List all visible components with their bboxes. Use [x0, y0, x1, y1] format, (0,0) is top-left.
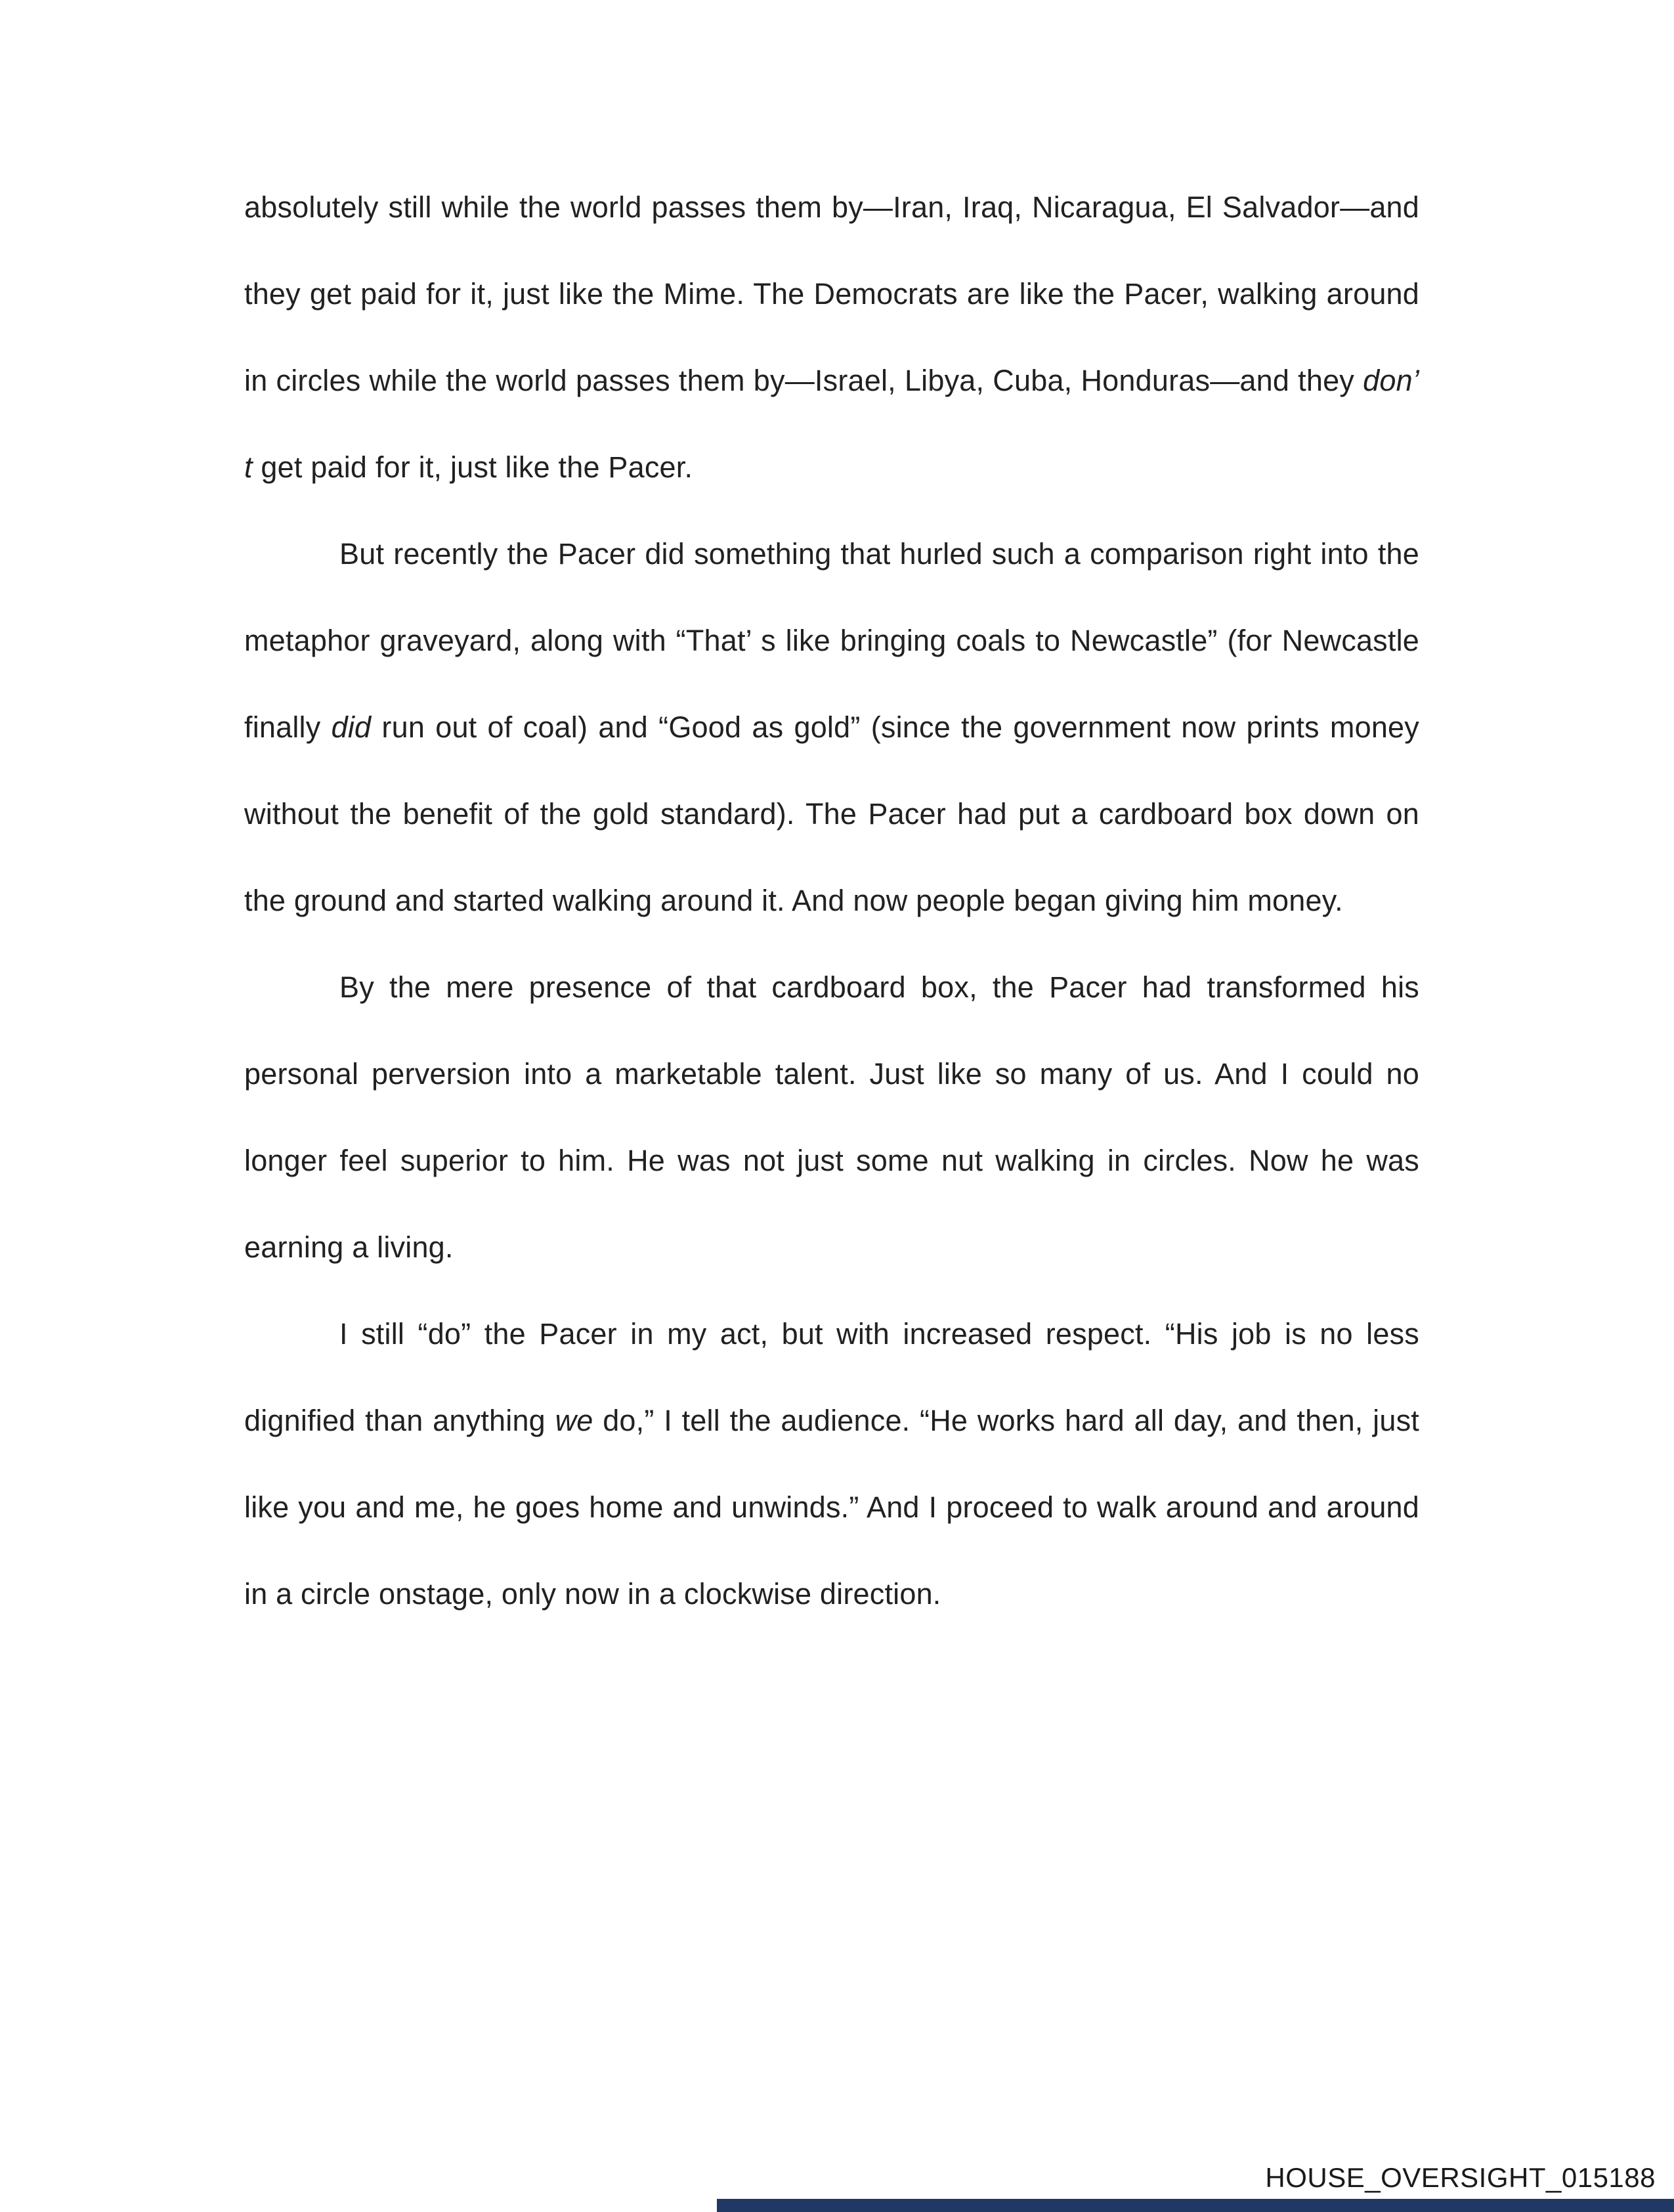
- text-run: But recently the Pacer did something that hurled such a comparison right into the metaphor graveyard, along with “That’ s like bringing coals to Newcastle” (for Newcastle finally: [244, 537, 1419, 744]
- text-run: I still “do” the Pacer in my act, but with increased respect. “His job is no less dignified than anything: [244, 1317, 1419, 1437]
- text-run: do,” I tell the audience. “He works hard all day, and then, just like you and me, he goes home and unwinds.” And I proceed to walk around and around in a circle onstage, only now in a clockwise direction.: [244, 1404, 1419, 1611]
- italic-text-run: did: [331, 710, 372, 744]
- italic-text-run: we: [555, 1404, 593, 1437]
- paragraph: [244, 1291, 1419, 1637]
- body-text: [244, 164, 1419, 1637]
- bates-number: HOUSE_OVERSIGHT_015188: [1265, 2162, 1656, 2193]
- text-run: absolutely still while the world passes them by—Iran, Iraq, Nicaragua, El Salvador—and they get paid for it, just like the Mime. The Democrats are like the Pacer, walking around in circles while the world passes them by—Israel, Libya, Cuba, Honduras—and they: [244, 190, 1419, 397]
- italic-text-run: don’ t: [244, 364, 1419, 484]
- text-run: get paid for it, just like the Pacer.: [252, 450, 693, 484]
- paragraph: [244, 511, 1419, 944]
- text-run: run out of coal) and “Good as gold” (since the government now prints money without the benefit of the gold standard). The Pacer had put a cardboard box down on the ground and started walking around it. And now people began giving him money.: [244, 710, 1419, 917]
- paragraph: [244, 164, 1419, 511]
- text-run: By the mere presence of that cardboard box, the Pacer had transformed his personal perversion into a marketable talent. Just like so many of us. And I could no longer feel superior to him. He was not just some nut walking in circles. Now he was earning a living.: [244, 970, 1419, 1264]
- bottom-blue-bar: [717, 2199, 1674, 2212]
- paragraph: [244, 944, 1419, 1291]
